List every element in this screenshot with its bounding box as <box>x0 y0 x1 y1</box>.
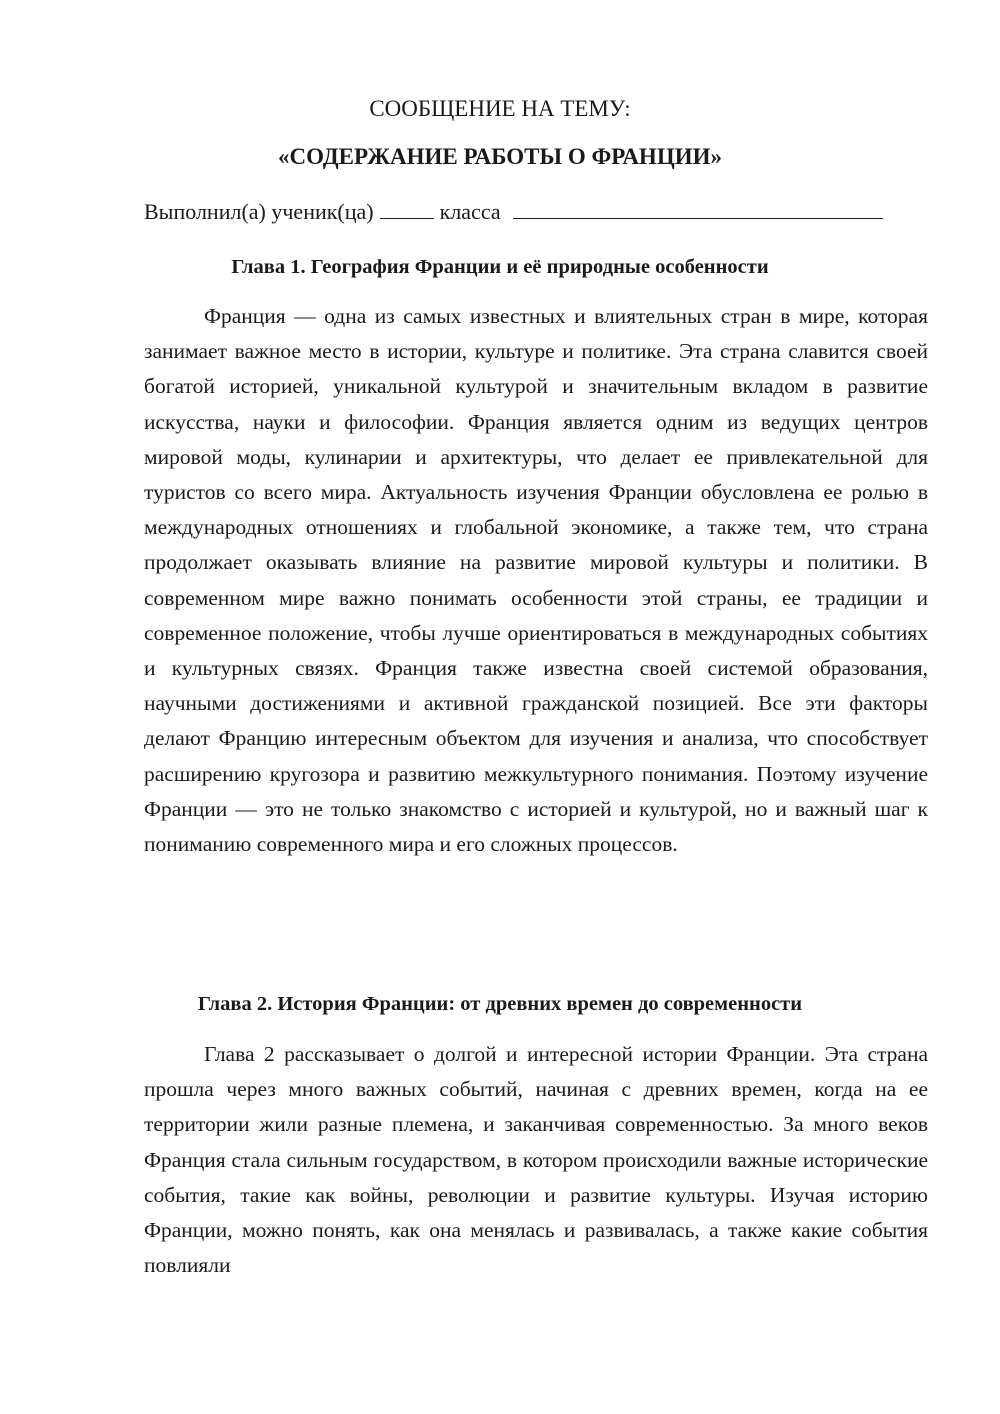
signature-prefix: Выполнил(а) ученик(ца) <box>144 199 374 224</box>
document-title-line1: СООБЩЕНИЕ НА ТЕМУ: <box>369 96 631 121</box>
chapter-2-heading: Глава 2. История Франции: от древних времен до современности <box>197 993 803 1015</box>
chapter-2-paragraph: Глава 2 рассказывает о долгой и интересной истории Франции. Эта страна прошла через много важных событий, начиная с древних времен, когда на ее территории жили разные племена, и заканчивая современностью. За много веков Франция стала сильным государством, в котором происходили важные исторические события, такие как войны, революции и развитие культуры. Изучая историю Франции, можно понять, как она менялась и развивалась, а также какие события повлияли <box>144 1042 928 1278</box>
document-title-line2: «СОДЕРЖАНИЕ РАБОТЫ О ФРАНЦИИ» <box>278 144 722 169</box>
chapter-1-paragraph: Франция — одна из самых известных и влиятельных стран в мире, которая занимает важное место в истории, культуре и политике. Эта страна славится своей богатой историей, уникальной культурой и значительным вкладом в развитие искусства, науки и философии. Франция является одним из ведущих центров мировой моды, кулинарии и архитектуры, что делает ее привлекательной для туристов со всего мира. Актуальность изучения Франции обусловлена ее ролью в международных отношениях и глобальной экономике, а также тем, что страна продолжает оказывать влияние на развитие мировой культуры и политики. В современном мире важно понимать особенности этой страны, ее традиции и современное положение, чтобы лучше ориентироваться в международных событиях и культурных связях. Франция также известна своей системой образования, научными достижениями и активной гражданской позицией. Все эти факторы делают Францию интересным объектом для изучения и анализа, что способствует расширению кругозора и развитию межкультурного понимания. Поэтому изучение Франции — это не только знакомство с историей и культурой, но и важный шаг к пониманию современного мира и его сложных процессов. <box>144 304 928 857</box>
signature-class-label: класса <box>439 199 501 224</box>
grade-blank-field[interactable] <box>380 198 434 219</box>
student-name-blank-field[interactable] <box>513 198 883 219</box>
signature-line <box>144 198 929 225</box>
chapter-1-heading: Глава 1. География Франции и её природные особенности <box>231 256 769 278</box>
